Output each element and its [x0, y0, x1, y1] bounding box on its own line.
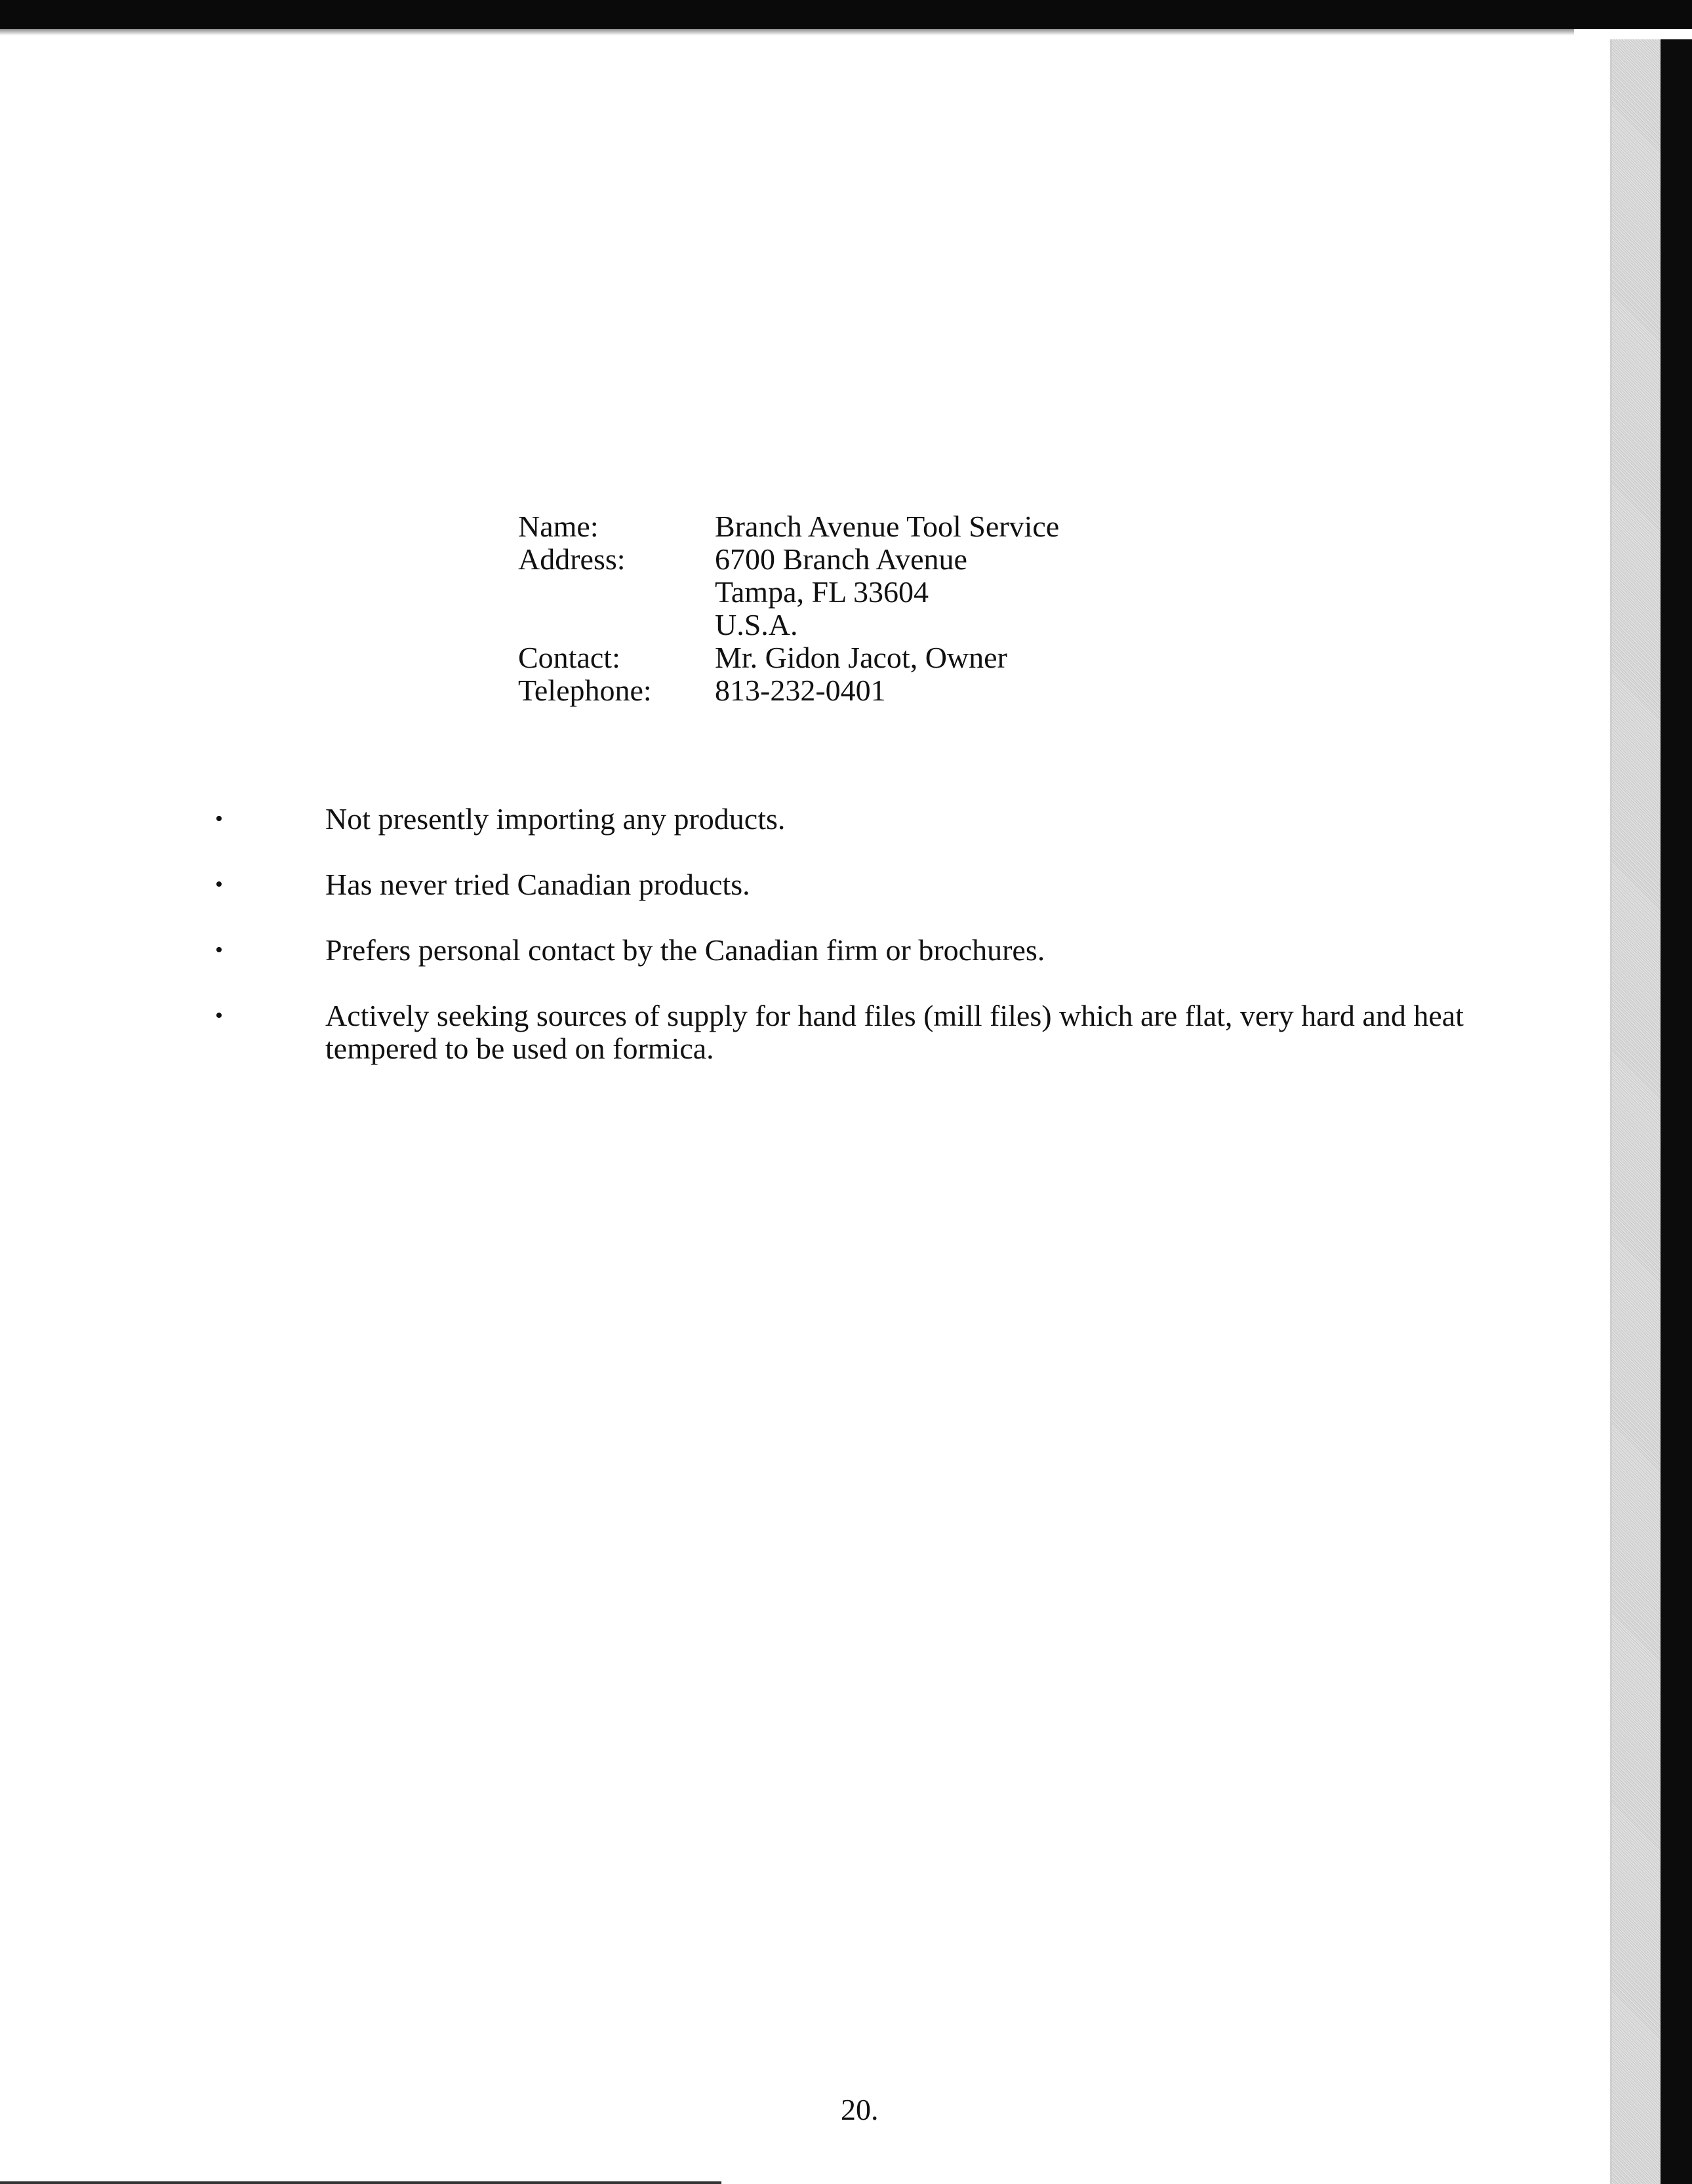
list-item: [210, 934, 1495, 967]
list-item-text: Has never tried Canadian products.: [325, 868, 750, 901]
bullet-marker: •: [215, 1003, 223, 1028]
address-line-city: Tampa, FL 33604: [715, 575, 929, 609]
name-row: [518, 510, 1059, 543]
telephone-row: [518, 674, 1059, 707]
list-item-text: Not presently importing any products.: [325, 802, 786, 836]
telephone-label: Telephone:: [518, 674, 652, 707]
scan-top-border: [0, 0, 1692, 29]
address-line-street: 6700 Branch Avenue: [715, 542, 967, 576]
contact-info-block: [518, 510, 1059, 707]
page-number: 20.: [841, 2093, 879, 2126]
scan-bottom-edge: [0, 2181, 721, 2184]
findings-list: [210, 803, 1495, 1098]
contact-label: Contact:: [518, 641, 620, 674]
contact-row: [518, 641, 1059, 674]
list-item-text: Prefers personal contact by the Canadian firm or brochures.: [325, 933, 1045, 967]
telephone-value: 813-232-0401: [715, 674, 886, 707]
bullet-marker: •: [215, 807, 223, 831]
list-item-text: Actively seeking sources of supply for hand files (mill files) which are flat, very hard and heat tempered to be used on formica.: [325, 999, 1464, 1065]
address-line-country: U.S.A.: [715, 608, 798, 641]
scan-right-border: [1661, 39, 1692, 2184]
scan-top-shadow: [0, 29, 1574, 35]
bullet-marker: •: [215, 872, 223, 897]
bullet-marker: •: [215, 938, 223, 962]
list-item: [210, 803, 1495, 836]
name-label: Name:: [518, 510, 599, 543]
list-item: [210, 1000, 1495, 1065]
list-item: [210, 868, 1495, 901]
address-label: Address:: [518, 542, 626, 576]
address-row: [518, 543, 1059, 641]
contact-value: Mr. Gidon Jacot, Owner: [715, 641, 1007, 674]
name-value: Branch Avenue Tool Service: [715, 510, 1060, 543]
